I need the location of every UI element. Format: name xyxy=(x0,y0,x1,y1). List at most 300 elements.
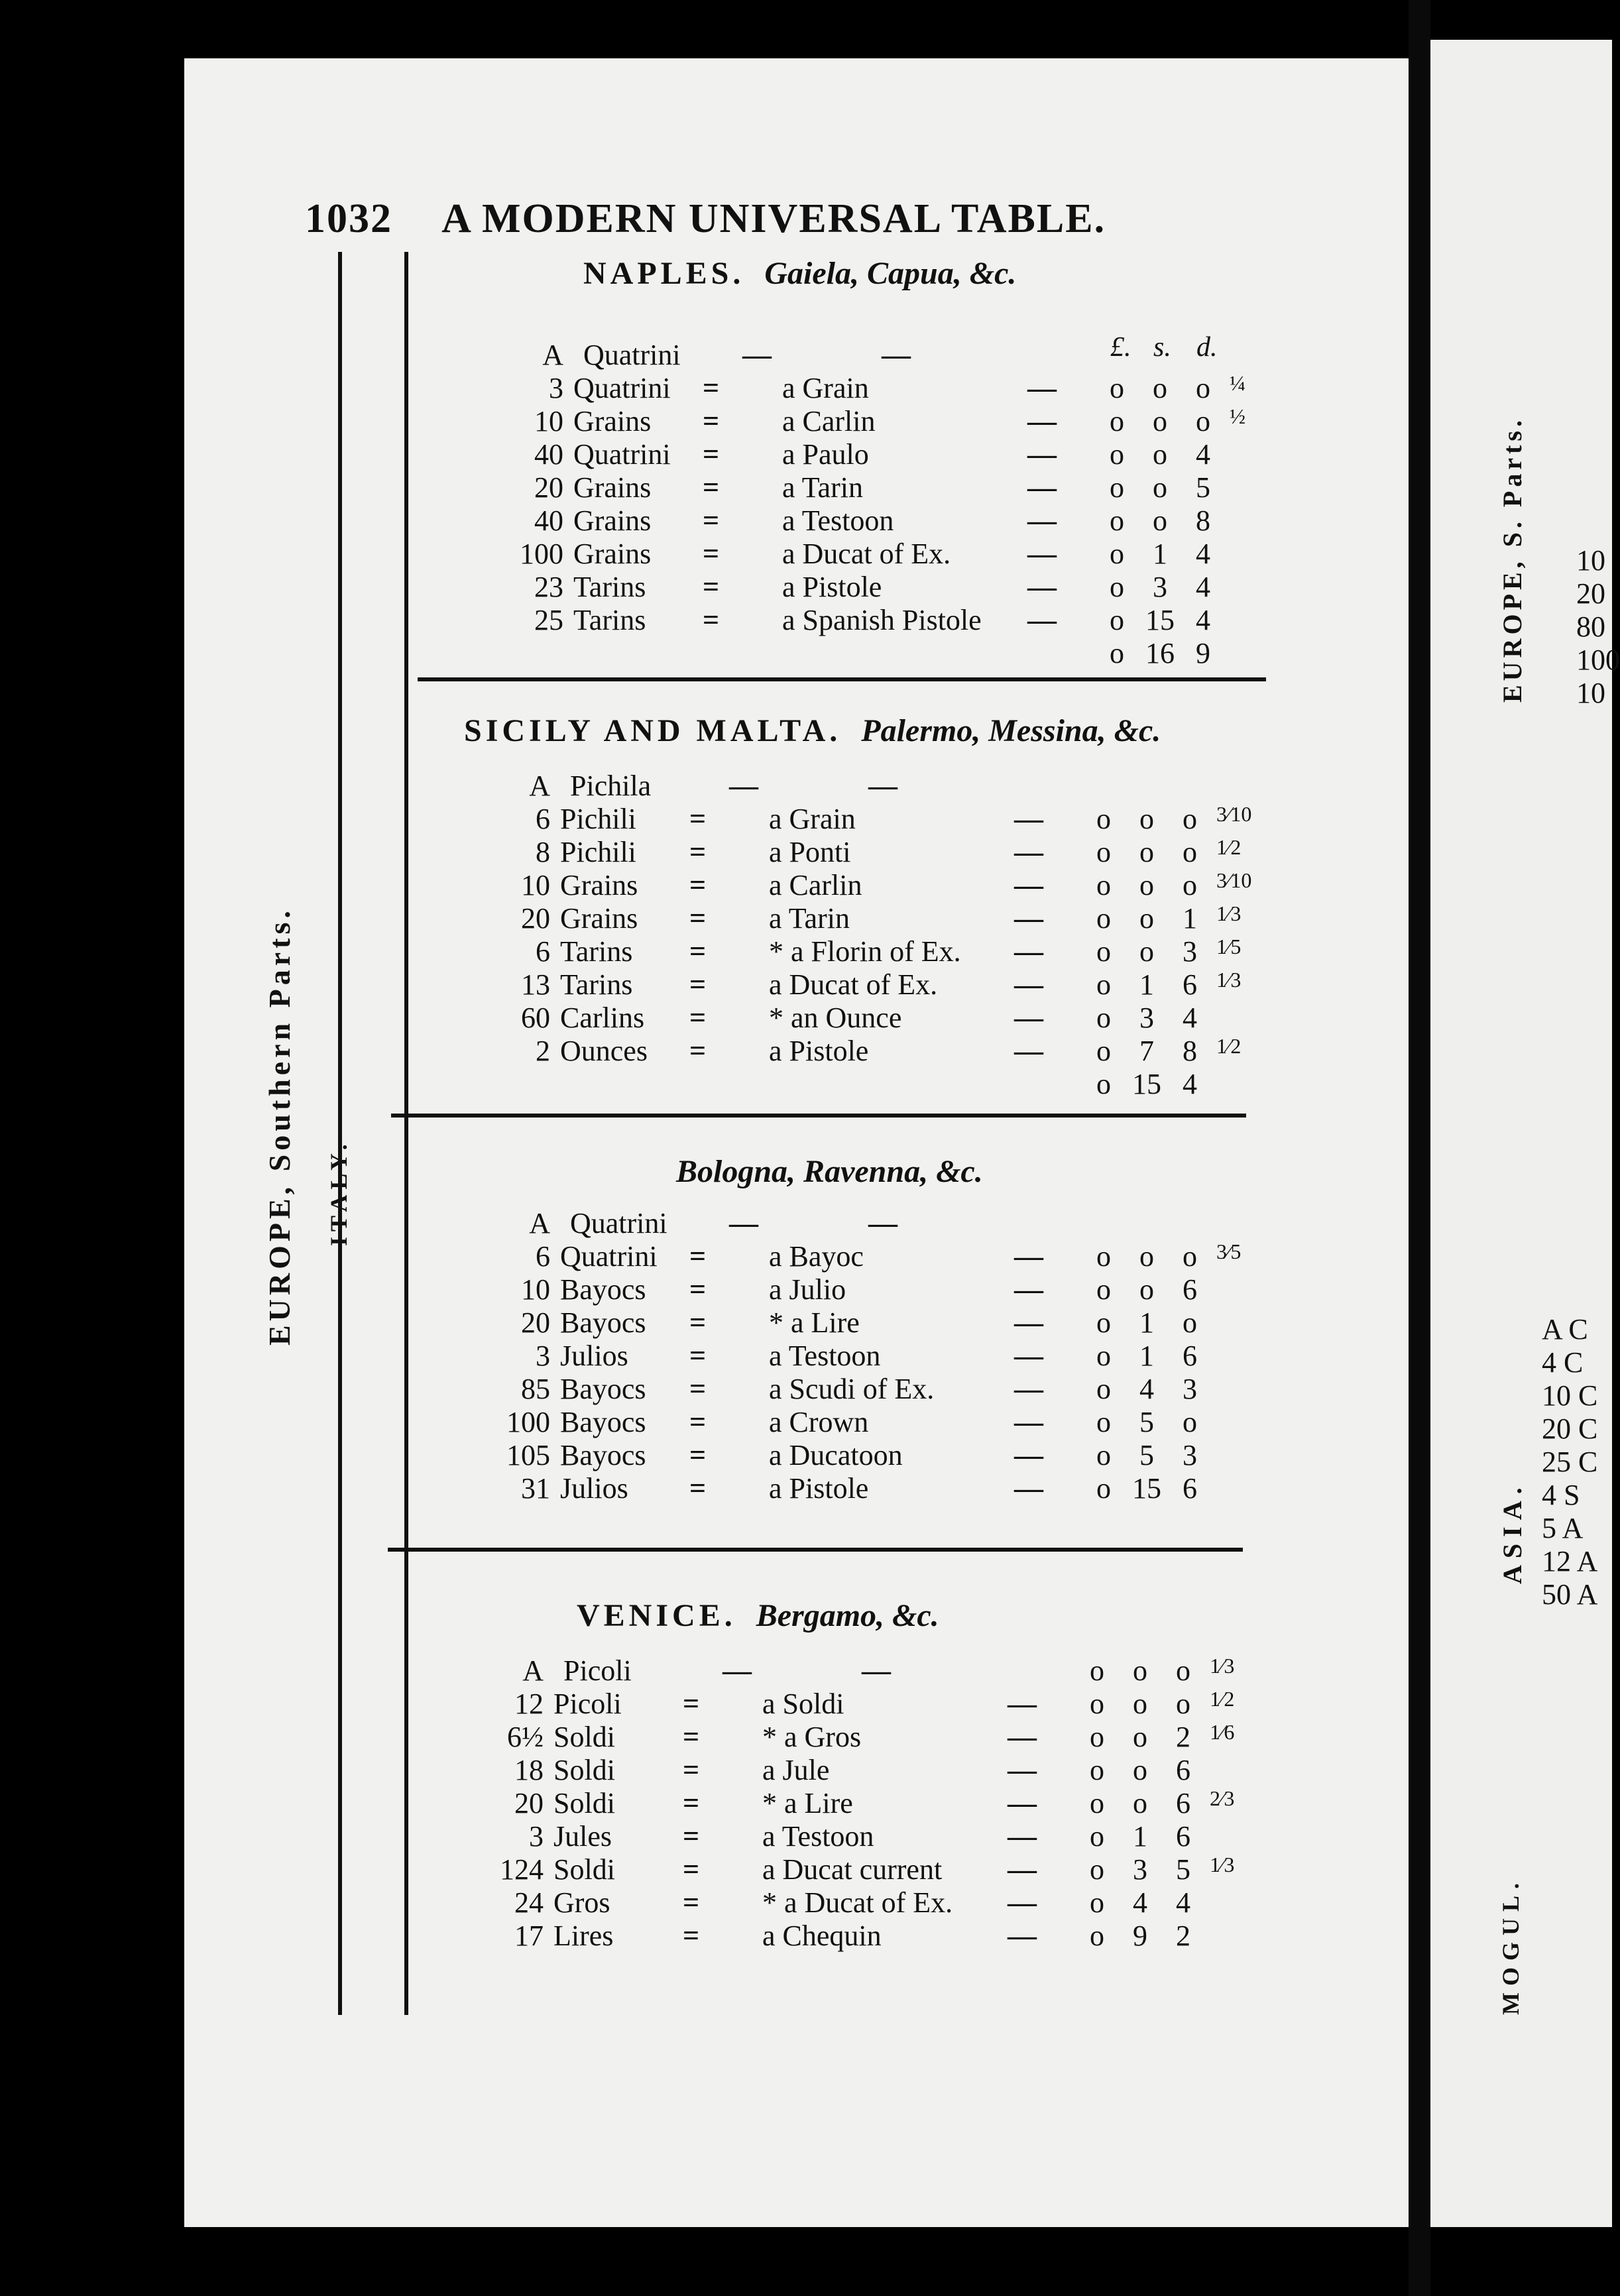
table-row xyxy=(398,901,1259,935)
table-row xyxy=(411,338,1273,371)
quantity: 20 xyxy=(521,902,550,935)
quantity: 100 xyxy=(520,538,563,570)
amount-d: 4 xyxy=(1196,538,1210,570)
unit-name: Julios xyxy=(560,1340,628,1372)
equals-sign: = xyxy=(683,1820,695,1853)
amount-l: o xyxy=(1096,1472,1111,1505)
equals-sign: = xyxy=(703,405,715,437)
unit-name: Gros xyxy=(553,1886,610,1919)
rule-mark: — xyxy=(1014,1472,1043,1505)
unit-name: Soldi xyxy=(553,1853,615,1886)
rule-mark: — xyxy=(1014,935,1043,968)
target-coin: a Chequin xyxy=(762,1920,882,1952)
rule-mark: — xyxy=(862,1654,891,1687)
section-title xyxy=(583,255,1016,292)
amount-l: o xyxy=(1090,1754,1104,1786)
equals-sign: = xyxy=(703,571,715,603)
page-number: 1032 xyxy=(305,196,392,241)
amount-l: o xyxy=(1110,604,1124,636)
amount-d: o xyxy=(1183,836,1197,868)
quantity: 40 xyxy=(534,438,563,471)
amount-s: o xyxy=(1153,372,1167,404)
amount-d: 6 xyxy=(1176,1820,1190,1853)
amount-s: o xyxy=(1133,1721,1147,1753)
rule-mark: — xyxy=(1008,1787,1037,1819)
amount-d: 1 xyxy=(1183,902,1197,935)
section-divider xyxy=(388,1548,1243,1552)
unit-name: Ounces xyxy=(560,1035,648,1067)
unit-name: Tarins xyxy=(560,968,633,1001)
amount-d: 6 xyxy=(1183,1340,1197,1372)
quantity: 6 xyxy=(536,803,550,835)
amount-s: 1 xyxy=(1139,1306,1154,1339)
equals-sign: = xyxy=(689,1373,701,1405)
quantity: 18 xyxy=(514,1754,544,1786)
table-row xyxy=(411,404,1273,437)
unit-name: Tarins xyxy=(573,604,646,636)
fraction: 1⁄5 xyxy=(1216,935,1242,958)
target-coin: a Bayoc xyxy=(769,1240,864,1273)
quantity: A xyxy=(522,1654,544,1687)
amount-d: 3 xyxy=(1183,1439,1197,1471)
equals-sign: = xyxy=(689,1240,701,1273)
equals-sign: = xyxy=(689,1406,701,1438)
amount-s: 1 xyxy=(1139,1340,1154,1372)
target-coin: a Ducat of Ex. xyxy=(769,968,938,1001)
table-row xyxy=(411,471,1273,504)
amount-d: 4 xyxy=(1183,1068,1197,1100)
book-gutter xyxy=(1409,0,1430,2296)
equals-sign: = xyxy=(689,1306,701,1339)
target-coin: a Paulo xyxy=(782,438,869,471)
amount-s: 1 xyxy=(1153,538,1167,570)
table-row xyxy=(398,1067,1259,1100)
section-divider xyxy=(418,677,1266,681)
unit-name: Bayocs xyxy=(560,1306,646,1339)
rule-mark: — xyxy=(1008,1853,1037,1886)
rule-mark: — xyxy=(1014,1240,1043,1273)
fraction: 1⁄3 xyxy=(1210,1654,1235,1678)
fraction: 1⁄3 xyxy=(1216,968,1242,992)
target-coin: * a Ducat of Ex. xyxy=(762,1886,953,1919)
amount-s: o xyxy=(1139,836,1154,868)
fraction: ½ xyxy=(1230,404,1245,428)
unit-name: Tarins xyxy=(573,571,646,603)
target-coin: a Testoon xyxy=(769,1340,881,1372)
target-coin: a Grain xyxy=(782,372,869,404)
table-row xyxy=(411,636,1273,669)
quantity: 40 xyxy=(534,504,563,537)
amount-d: 3 xyxy=(1183,1373,1197,1405)
table-row xyxy=(398,1001,1259,1034)
amount-s: o xyxy=(1139,935,1154,968)
target-coin: * a Lire xyxy=(769,1306,860,1339)
amount-d: 5 xyxy=(1176,1853,1190,1886)
quantity: 85 xyxy=(521,1373,550,1405)
amount-s: 15 xyxy=(1132,1068,1161,1100)
unit-name: Jules xyxy=(553,1820,612,1853)
quantity: 6½ xyxy=(507,1721,544,1753)
target-coin: * a Florin of Ex. xyxy=(769,935,961,968)
fraction: 1⁄3 xyxy=(1210,1853,1235,1876)
unit-name: Julios xyxy=(560,1472,628,1505)
right-asia-row: 10 C xyxy=(1542,1379,1598,1412)
quantity: 105 xyxy=(506,1439,550,1471)
equals-sign: = xyxy=(683,1787,695,1819)
amount-d: 6 xyxy=(1183,968,1197,1001)
fraction: 1⁄3 xyxy=(1216,901,1242,925)
quantity: 25 xyxy=(534,604,563,636)
quantity: 24 xyxy=(514,1886,544,1919)
quantity: 8 xyxy=(536,836,550,868)
table-row xyxy=(391,1753,1253,1786)
target-coin: a Carlin xyxy=(782,405,876,437)
table-row xyxy=(391,1819,1253,1853)
amount-l: o xyxy=(1110,438,1124,471)
amount-s: o xyxy=(1133,1787,1147,1819)
table-row xyxy=(398,968,1259,1001)
equals-sign: = xyxy=(683,1853,695,1886)
amount-l: o xyxy=(1090,1787,1104,1819)
right-asia-row: 25 C xyxy=(1542,1446,1598,1478)
amount-l: o xyxy=(1096,1373,1111,1405)
target-coin: a Jule xyxy=(762,1754,830,1786)
unit-name: Grains xyxy=(560,869,638,901)
amount-d: 4 xyxy=(1196,604,1210,636)
rule-mark: — xyxy=(1014,1406,1043,1438)
target-coin: a Spanish Pistole xyxy=(782,604,982,636)
section-cities: Bologna, Ravenna, &c. xyxy=(676,1154,983,1189)
outer-bracket-line xyxy=(338,252,342,2015)
right-europe-row: 100 xyxy=(1576,644,1620,676)
amount-s: o xyxy=(1133,1654,1147,1687)
rule-mark: — xyxy=(723,1654,752,1687)
right-europe-row: 10 xyxy=(1576,677,1605,709)
amount-s: o xyxy=(1139,1273,1154,1306)
amount-s: 3 xyxy=(1133,1853,1147,1886)
amount-l: o xyxy=(1090,1853,1104,1886)
amount-l: o xyxy=(1096,1273,1111,1306)
equals-sign: = xyxy=(703,604,715,636)
table-row xyxy=(398,1438,1259,1471)
target-coin: a Scudi of Ex. xyxy=(769,1373,935,1405)
rule-mark: — xyxy=(1027,504,1057,537)
amount-l: o xyxy=(1096,1068,1111,1100)
amount-s: 3 xyxy=(1153,571,1167,603)
amount-d: o xyxy=(1183,1240,1197,1273)
amount-d: 6 xyxy=(1176,1787,1190,1819)
equals-sign: = xyxy=(689,968,701,1001)
amount-d: 8 xyxy=(1183,1035,1197,1067)
section-name: NAPLES. xyxy=(583,256,745,291)
fraction: ¼ xyxy=(1230,371,1245,395)
amount-l: o xyxy=(1090,1820,1104,1853)
amount-l: o xyxy=(1096,1340,1111,1372)
table-row xyxy=(398,1372,1259,1405)
rule-mark: — xyxy=(1027,471,1057,504)
rule-mark: — xyxy=(1027,438,1057,471)
equals-sign: = xyxy=(689,1002,701,1034)
unit-name: Bayocs xyxy=(560,1406,646,1438)
section-cities: Gaiela, Capua, &c. xyxy=(764,256,1017,291)
amount-d: 4 xyxy=(1196,438,1210,471)
table-row xyxy=(398,1471,1259,1505)
amount-d: o xyxy=(1183,1306,1197,1339)
table-row xyxy=(391,1919,1253,1952)
amount-l: o xyxy=(1110,471,1124,504)
right-asia-row: 5 A xyxy=(1542,1512,1584,1544)
right-mogul-label: MOGUL. xyxy=(1497,1876,1524,2015)
quantity: 3 xyxy=(536,1340,550,1372)
rule-mark: — xyxy=(1008,1886,1037,1919)
right-asia-row: A C xyxy=(1542,1313,1588,1346)
table-row xyxy=(391,1687,1253,1720)
unit-name: Tarins xyxy=(560,935,633,968)
amount-s: 7 xyxy=(1139,1035,1154,1067)
rule-mark: — xyxy=(1014,968,1043,1001)
section-divider xyxy=(391,1114,1246,1118)
unit-name: Grains xyxy=(573,471,652,504)
amount-d: o xyxy=(1183,803,1197,835)
rule-mark: — xyxy=(1014,1306,1043,1339)
amount-l: o xyxy=(1090,1654,1104,1687)
amount-d: 6 xyxy=(1183,1273,1197,1306)
quantity: A xyxy=(529,770,550,802)
table-row xyxy=(391,1853,1253,1886)
right-europe-label: EUROPE, S. Parts. xyxy=(1497,416,1527,703)
unit-name: Bayocs xyxy=(560,1373,646,1405)
amount-l: o xyxy=(1096,1240,1111,1273)
equals-sign: = xyxy=(683,1721,695,1753)
equals-sign: = xyxy=(683,1920,695,1952)
unit-name: Bayocs xyxy=(560,1273,646,1306)
quantity: 20 xyxy=(521,1306,550,1339)
rule-mark: — xyxy=(729,770,758,802)
amount-l: o xyxy=(1110,637,1124,669)
target-coin: a Ducat current xyxy=(762,1853,943,1886)
amount-s: o xyxy=(1133,1754,1147,1786)
unit-name: Grains xyxy=(573,405,652,437)
quantity: 6 xyxy=(536,935,550,968)
rule-mark: — xyxy=(1014,1035,1043,1067)
italy-side-label: ITALY. xyxy=(325,1139,352,1246)
page-header xyxy=(305,196,1106,243)
quantity: 3 xyxy=(549,372,563,404)
target-coin: a Tarin xyxy=(782,471,863,504)
quantity: 60 xyxy=(521,1002,550,1034)
equals-sign: = xyxy=(683,1754,695,1786)
quantity: 2 xyxy=(536,1035,550,1067)
table-row xyxy=(398,1273,1259,1306)
target-coin: a Ducat of Ex. xyxy=(782,538,951,570)
unit-name: Soldi xyxy=(553,1754,615,1786)
rule-mark: — xyxy=(1027,405,1057,437)
amount-l: o xyxy=(1110,538,1124,570)
target-coin: a Pistole xyxy=(769,1035,869,1067)
amount-s: 4 xyxy=(1133,1886,1147,1919)
target-coin: a Pistole xyxy=(782,571,882,603)
table-row xyxy=(398,1206,1259,1239)
amount-s: o xyxy=(1133,1688,1147,1720)
equals-sign: = xyxy=(689,1439,701,1471)
quantity: A xyxy=(542,339,563,371)
amount-d: 4 xyxy=(1183,1002,1197,1034)
equals-sign: = xyxy=(689,1340,701,1372)
rule-mark: — xyxy=(1027,571,1057,603)
unit-name: Grains xyxy=(573,538,652,570)
target-coin: * a Gros xyxy=(762,1721,862,1753)
fraction: 1⁄6 xyxy=(1210,1720,1235,1744)
amount-l: o xyxy=(1096,1002,1111,1034)
quantity: 31 xyxy=(521,1472,550,1505)
amount-s: 9 xyxy=(1133,1920,1147,1952)
rule-mark: — xyxy=(1014,869,1043,901)
amount-d: o xyxy=(1176,1688,1190,1720)
right-asia-row: 20 C xyxy=(1542,1412,1598,1445)
fraction: 3⁄10 xyxy=(1216,802,1252,826)
amount-l: o xyxy=(1096,1406,1111,1438)
table-row xyxy=(391,1886,1253,1919)
right-europe-row: 10 xyxy=(1576,544,1605,577)
table-row xyxy=(398,1034,1259,1067)
amount-d: o xyxy=(1176,1654,1190,1687)
quantity: 13 xyxy=(521,968,550,1001)
rule-mark: — xyxy=(1027,604,1057,636)
amount-d: 6 xyxy=(1176,1754,1190,1786)
fraction: 2⁄3 xyxy=(1210,1786,1235,1810)
amount-l: o xyxy=(1090,1920,1104,1952)
unit-name: Soldi xyxy=(553,1787,615,1819)
unit-name: Bayocs xyxy=(560,1439,646,1471)
fraction: 1⁄2 xyxy=(1210,1687,1235,1711)
amount-s: o xyxy=(1153,438,1167,471)
amount-l: o xyxy=(1096,836,1111,868)
quantity: 23 xyxy=(534,571,563,603)
equals-sign: = xyxy=(689,803,701,835)
unit-name: Quatrini xyxy=(570,1207,667,1239)
amount-d: 4 xyxy=(1196,571,1210,603)
amount-l: o xyxy=(1090,1721,1104,1753)
unit-name: Quatrini xyxy=(573,372,671,404)
amount-s: 5 xyxy=(1139,1406,1154,1438)
amount-s: o xyxy=(1153,405,1167,437)
rule-mark: — xyxy=(1014,1273,1043,1306)
quantity: 124 xyxy=(500,1853,544,1886)
unit-name: Picoli xyxy=(553,1688,622,1720)
amount-s: 4 xyxy=(1139,1373,1154,1405)
fraction: 1⁄2 xyxy=(1216,835,1242,859)
quantity: 10 xyxy=(521,869,550,901)
amount-s: o xyxy=(1139,803,1154,835)
amount-l: o xyxy=(1096,1035,1111,1067)
amount-s: 5 xyxy=(1139,1439,1154,1471)
target-coin: a Grain xyxy=(769,803,856,835)
table-row xyxy=(411,537,1273,570)
amount-s: o xyxy=(1139,869,1154,901)
amount-s: 1 xyxy=(1133,1820,1147,1853)
equals-sign: = xyxy=(703,471,715,504)
amount-l: o xyxy=(1096,968,1111,1001)
amount-l: o xyxy=(1110,405,1124,437)
equals-sign: = xyxy=(683,1886,695,1919)
rule-mark: — xyxy=(1008,1920,1037,1952)
quantity: 17 xyxy=(514,1920,544,1952)
amount-d: 8 xyxy=(1196,504,1210,537)
equals-sign: = xyxy=(689,902,701,935)
equals-sign: = xyxy=(689,1273,701,1306)
target-coin: a Tarin xyxy=(769,902,850,935)
table-row xyxy=(411,371,1273,404)
rule-mark: — xyxy=(1008,1754,1037,1786)
rule-mark: — xyxy=(742,339,772,371)
amount-s: 1 xyxy=(1139,968,1154,1001)
amount-s: o xyxy=(1139,902,1154,935)
amount-l: o xyxy=(1096,1306,1111,1339)
amount-l: o xyxy=(1096,902,1111,935)
right-asia-row: 4 S xyxy=(1542,1479,1580,1511)
amount-d: 4 xyxy=(1176,1886,1190,1919)
amount-s: o xyxy=(1139,1240,1154,1273)
amount-d: 2 xyxy=(1176,1721,1190,1753)
section-title xyxy=(656,1153,983,1190)
unit-name: Grains xyxy=(560,902,638,935)
pence-header: d. xyxy=(1196,332,1218,363)
rule-mark: — xyxy=(1027,538,1057,570)
table-row xyxy=(411,603,1273,636)
amount-l: o xyxy=(1096,935,1111,968)
amount-l: o xyxy=(1110,504,1124,537)
equals-sign: = xyxy=(703,372,715,404)
table-row xyxy=(398,835,1259,868)
table-row xyxy=(411,437,1273,471)
quantity: 10 xyxy=(521,1273,550,1306)
unit-name: Pichila xyxy=(570,770,652,802)
table-row xyxy=(391,1720,1253,1753)
fraction: 3⁄10 xyxy=(1216,868,1252,892)
table-row xyxy=(398,1339,1259,1372)
table-row xyxy=(398,868,1259,901)
rule-mark: — xyxy=(1014,803,1043,835)
target-coin: a Ponti xyxy=(769,836,851,868)
right-europe-row: 20 xyxy=(1576,577,1605,610)
target-coin: a Carlin xyxy=(769,869,862,901)
unit-name: Quatrini xyxy=(573,438,671,471)
section-title xyxy=(577,1597,939,1634)
equals-sign: = xyxy=(689,836,701,868)
unit-name: Lires xyxy=(553,1920,614,1952)
rule-mark: — xyxy=(1008,1820,1037,1853)
table-row xyxy=(398,769,1259,802)
equals-sign: = xyxy=(689,869,701,901)
right-page xyxy=(1430,40,1620,2227)
amount-l: o xyxy=(1110,372,1124,404)
amount-s: o xyxy=(1153,471,1167,504)
section-name: VENICE. xyxy=(577,1598,736,1633)
amount-d: 5 xyxy=(1196,471,1210,504)
amount-d: 2 xyxy=(1176,1920,1190,1952)
equals-sign: = xyxy=(703,438,715,471)
rule-mark: — xyxy=(1014,836,1043,868)
page-title: A MODERN UNIVERSAL TABLE. xyxy=(441,196,1106,241)
rule-mark: — xyxy=(868,1207,897,1239)
equals-sign: = xyxy=(683,1688,695,1720)
amount-s: 3 xyxy=(1139,1002,1154,1034)
amount-s: 15 xyxy=(1145,604,1175,636)
section-name: SICILY AND MALTA. xyxy=(464,713,842,748)
amount-l: o xyxy=(1090,1688,1104,1720)
quantity: A xyxy=(529,1207,550,1239)
unit-name: Pichili xyxy=(560,803,636,835)
